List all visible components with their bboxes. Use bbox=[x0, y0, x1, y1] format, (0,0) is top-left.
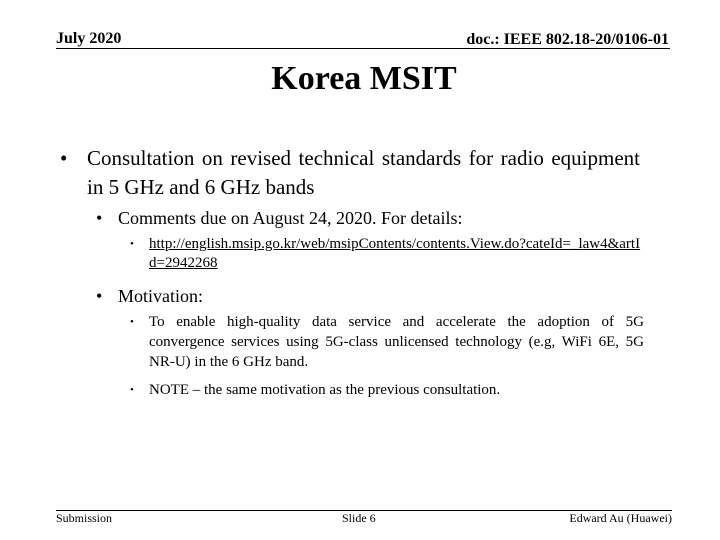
bullet-main bbox=[60, 144, 640, 202]
bullet-link bbox=[130, 235, 644, 273]
header-date: July 2020 bbox=[56, 30, 122, 47]
motivation-item bbox=[130, 380, 644, 400]
bullet-marker: • bbox=[130, 238, 134, 250]
bullet-marker: • bbox=[96, 286, 103, 306]
bullet-motivation bbox=[96, 284, 203, 308]
footer-submission: Submission bbox=[56, 511, 113, 525]
motivation-item bbox=[130, 312, 644, 372]
motivation-item-text: To enable high-quality data service and accelerate the adoption of 5G convergence services using 5G-class unlicensed technology (e.g, WiFi 6E, 5G NR-U) in the 6 GHz band. bbox=[149, 314, 644, 370]
footer-slide-number: Slide 6 bbox=[342, 511, 376, 525]
bullet-marker: • bbox=[60, 146, 68, 170]
bullet-marker: • bbox=[130, 316, 134, 328]
bullet-motivation-text: Motivation: bbox=[118, 286, 203, 306]
slide-title: Korea MSIT bbox=[271, 60, 457, 97]
footer-author: Edward Au (Huawei) bbox=[569, 511, 672, 525]
bullet-marker: • bbox=[96, 208, 103, 228]
bullet-comments bbox=[96, 206, 463, 230]
bullet-comments-text: Comments due on August 24, 2020. For details: bbox=[118, 208, 463, 228]
details-link[interactable]: http://english.msip.go.kr/web/msipContents/contents.View.do?cateId=_law4&artId=2942268 bbox=[149, 236, 641, 271]
motivation-item-text: NOTE – the same motivation as the previous consultation. bbox=[149, 382, 501, 398]
bullet-marker: • bbox=[130, 384, 134, 396]
header-divider bbox=[56, 48, 670, 49]
header-doc-id: doc.: IEEE 802.18-20/0106-01 bbox=[466, 31, 669, 48]
bullet-main-text: Consultation on revised technical standards for radio equipment in 5 GHz and 6 GHz bands bbox=[87, 146, 640, 199]
